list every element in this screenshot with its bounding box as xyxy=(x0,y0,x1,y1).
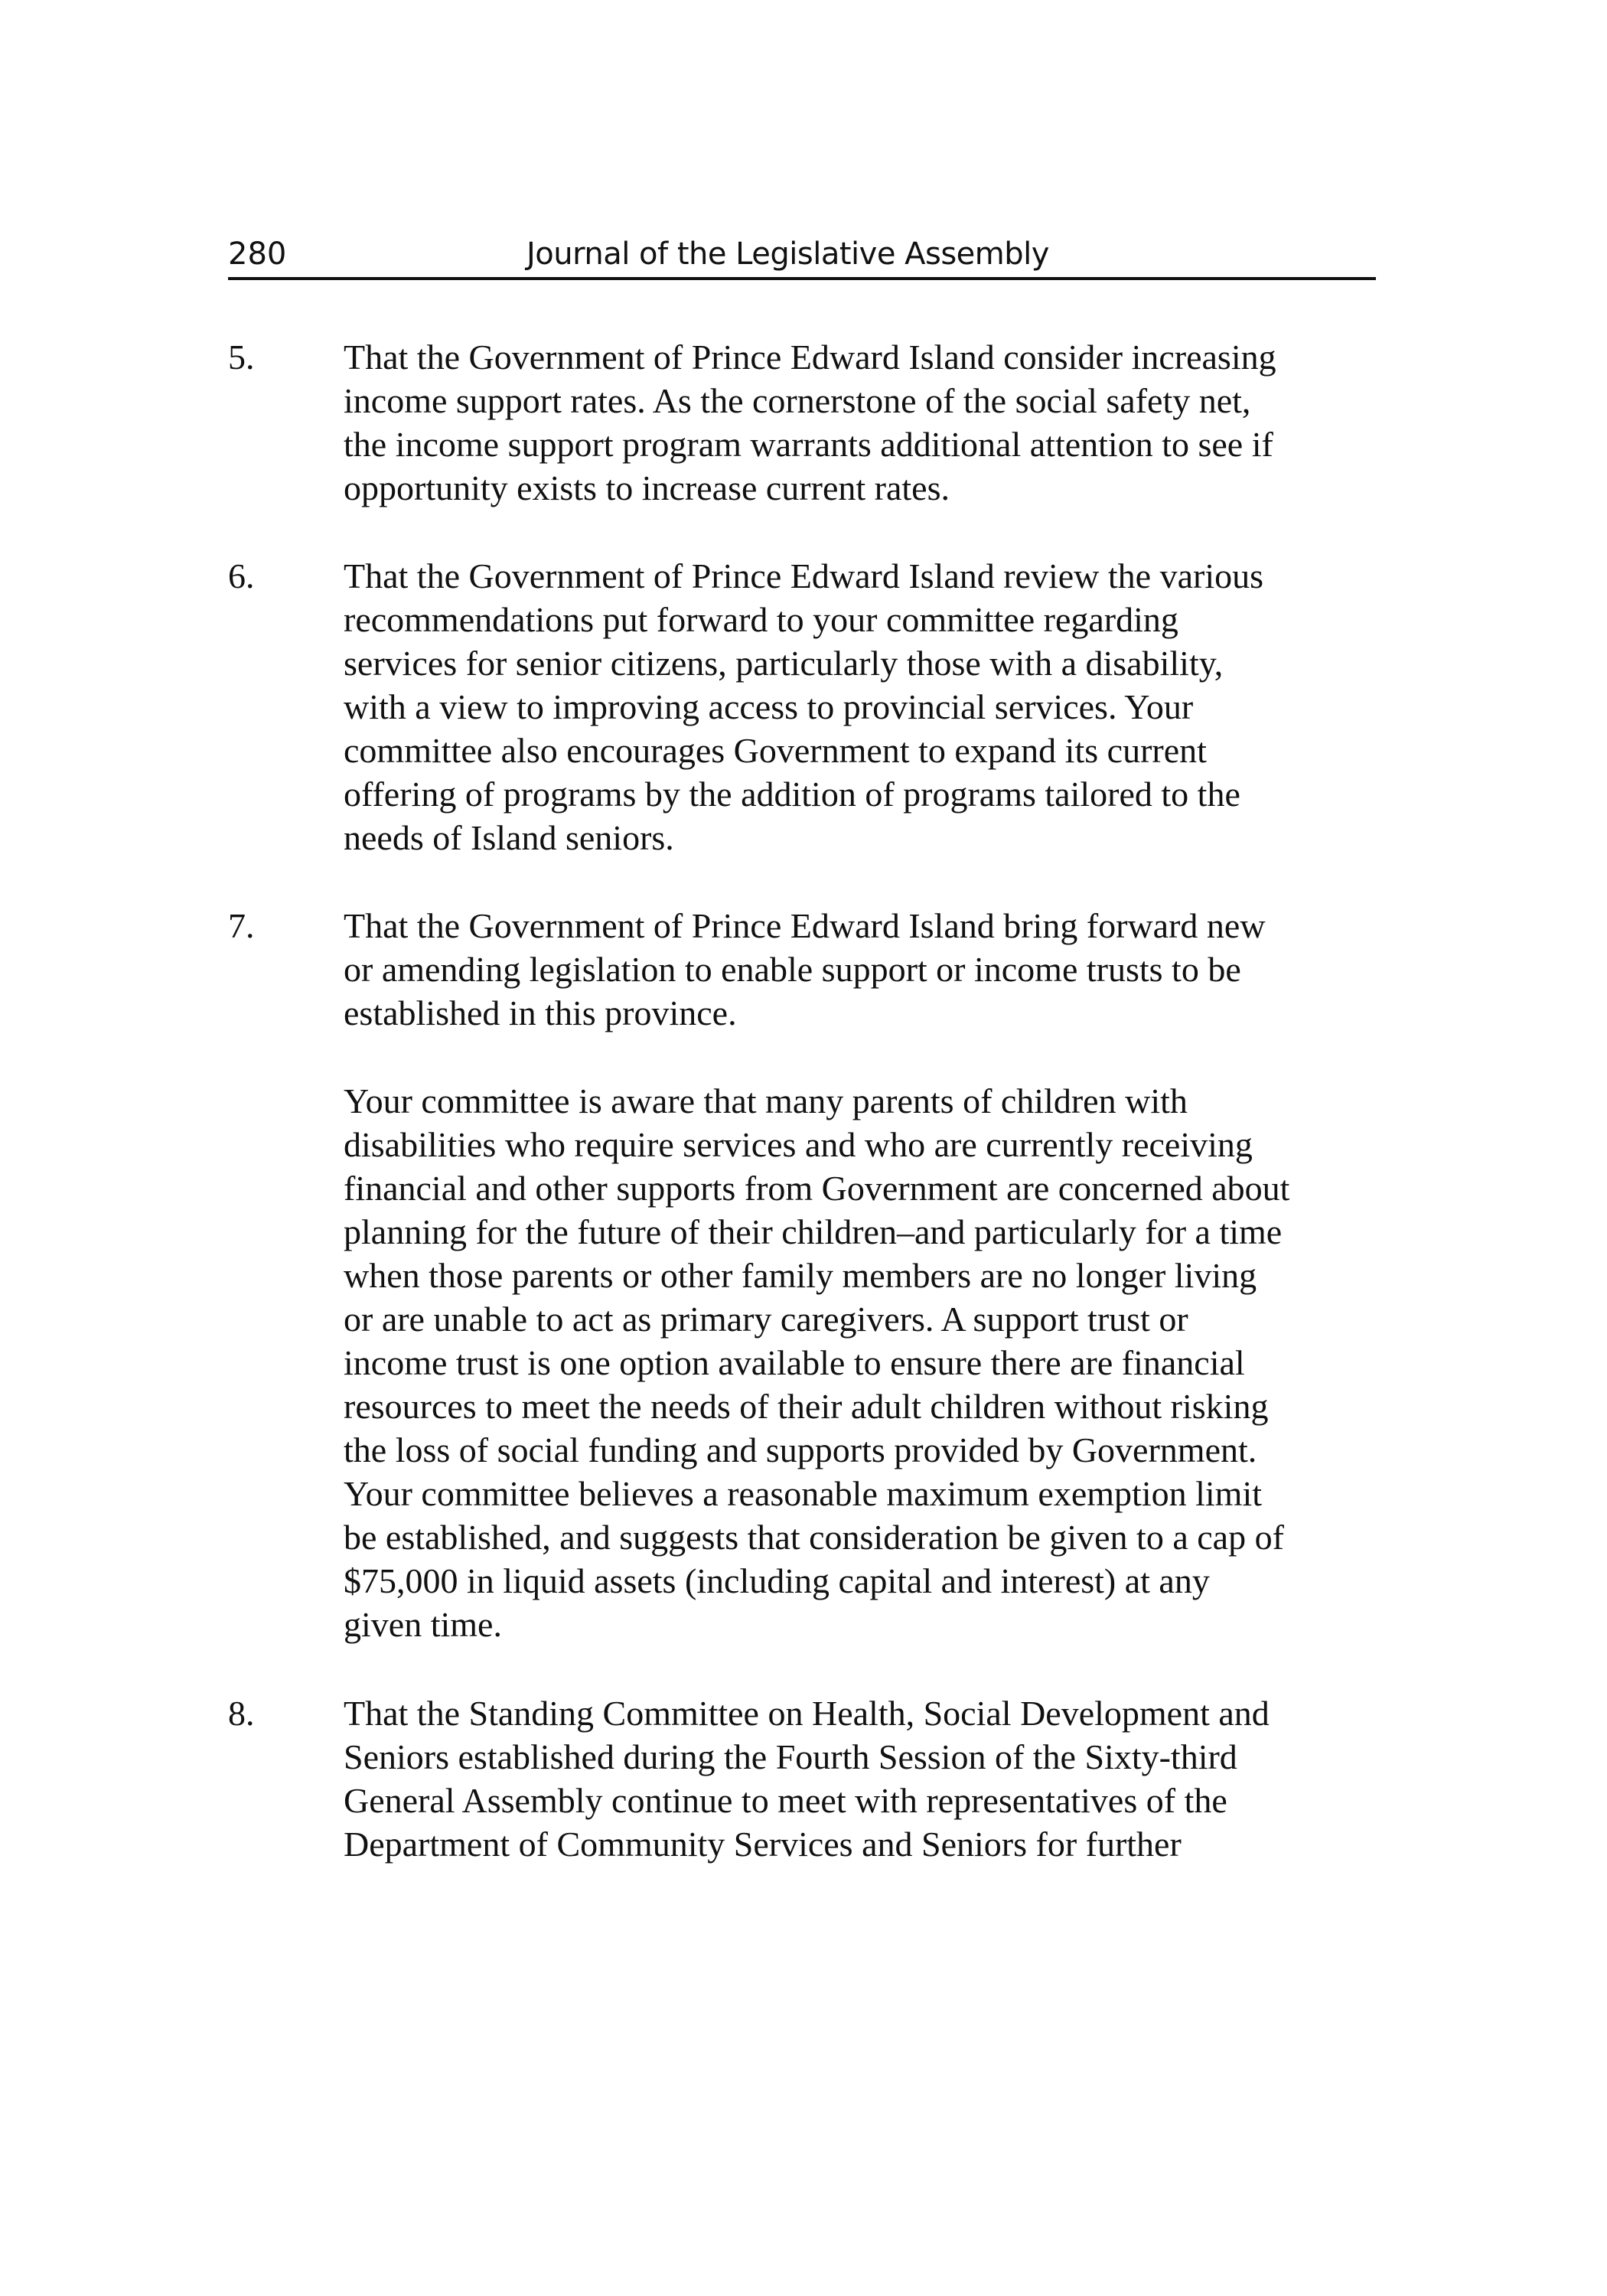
running-header xyxy=(228,230,1376,280)
item-text: That the Government of Prince Edward Island review the various recommendations put forward to your committee regarding services for senior citizens, particularly those with a disability, with a view to improving access to provincial services. Your committee also encourages Government to expand its current offering of programs by the addition of programs tailored to the needs of Island seniors. xyxy=(344,556,1263,857)
page-number: 280 xyxy=(228,236,287,272)
item-text: That the Standing Committee on Health, Social Development and Seniors established during the Fourth Session of the Sixty-third General Assembly continue to meet with representatives of the Department of Community Services and Seniors for further xyxy=(344,1694,1270,1864)
item-text: That the Government of Prince Edward Island consider increasing income support rates. As the cornerstone of the social safety net, the income support program warrants additional attention to see if opportunity exists to increase current rates. xyxy=(344,338,1276,507)
journal-title: Journal of the Legislative Assembly xyxy=(526,236,1049,272)
item-number: 6. xyxy=(228,556,255,595)
item-number: 8. xyxy=(228,1694,255,1733)
item-text: That the Government of Prince Edward Island bring forward new or amending legislation to enable support or income trusts to be established in this province. xyxy=(344,906,1266,1032)
item-number: 5. xyxy=(228,338,255,377)
item-number: 7. xyxy=(228,906,255,945)
item-text: Your committee is aware that many parents of children with disabilities who require services and who are currently receiving financial and other supports from Government are concerned about planning for the future of their children–and particularly for a time when those parents or other family members are no longer living or are unable to act as primary caregivers. A support trust or income trust is one option available to ensure there are financial resources to meet the needs of their adult children without risking the loss of social funding and supports provided by Government. Your committee believes a reasonable maximum exemption limit be established, and suggests that consideration be given to a cap of $75,000 in liquid assets (including capital and interest) at any given time. xyxy=(344,1081,1290,1644)
